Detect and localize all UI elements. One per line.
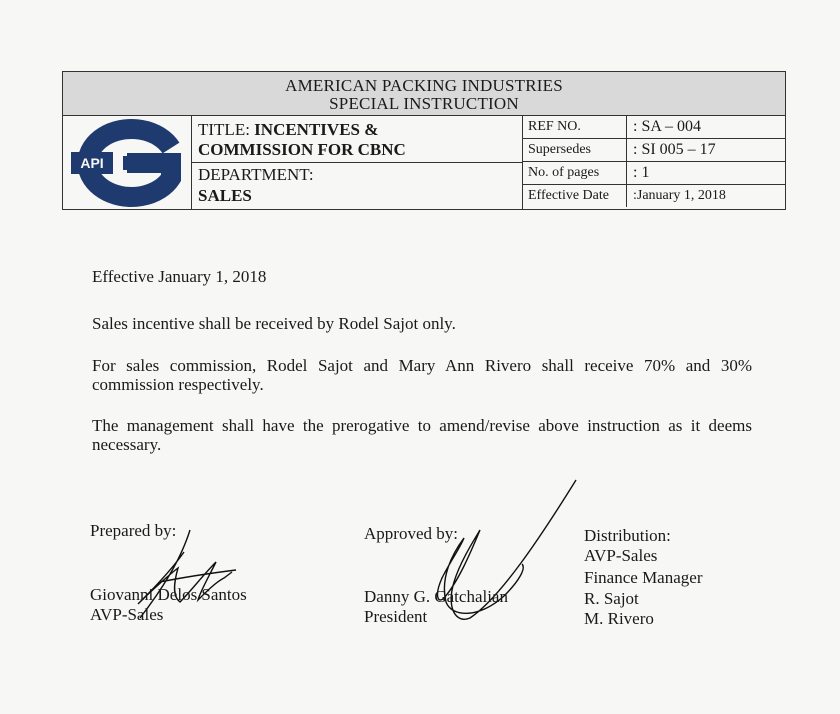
meta-row-ref xyxy=(523,116,785,139)
prepared-title: AVP-Sales xyxy=(90,605,164,624)
meta-value: : SI 005 – 17 xyxy=(633,141,716,158)
prepared-name: Giovanni Delos Santos xyxy=(90,585,247,604)
commission-paragraph: For sales commission, Rodel Sajot and Mary Ann Rivero shall receive 70% and 30% commission respectively. xyxy=(92,356,752,394)
meta-row-effective-date xyxy=(523,185,785,208)
incentive-paragraph: Sales incentive shall be received by Rodel Sajot only. xyxy=(92,314,456,333)
document-header xyxy=(62,71,786,210)
distribution-item: R. Sajot xyxy=(584,589,639,608)
title-value-line2: COMMISSION FOR CBNC xyxy=(198,140,406,159)
meta-value: : SA – 004 xyxy=(633,118,702,135)
title-label: TITLE: xyxy=(198,120,250,139)
distribution-item: M. Rivero xyxy=(584,609,654,628)
header-title xyxy=(63,72,785,116)
document-meta-table xyxy=(523,116,785,209)
department-label: DEPARTMENT: xyxy=(198,165,314,184)
meta-value: : 1 xyxy=(633,164,650,181)
approved-name: Danny G. Gatchalian xyxy=(364,587,508,606)
company-name: AMERICAN PACKING INDUSTRIES xyxy=(285,76,563,95)
meta-value: :January 1, 2018 xyxy=(633,188,726,203)
prepared-label: Prepared by: xyxy=(90,521,177,540)
api-logo-icon xyxy=(63,116,191,209)
document-type: SPECIAL INSTRUCTION xyxy=(329,94,519,113)
meta-key: Effective Date xyxy=(523,185,627,207)
approved-title: President xyxy=(364,607,428,626)
effective-paragraph: Effective January 1, 2018 xyxy=(92,267,267,286)
company-logo xyxy=(63,116,192,209)
meta-key: No. of pages xyxy=(523,162,627,184)
meta-key: Supersedes xyxy=(523,139,627,161)
distribution-item: Finance Manager xyxy=(584,568,703,587)
department-value: SALES xyxy=(198,186,252,205)
meta-row-pages xyxy=(523,162,785,185)
distribution-item: AVP-Sales xyxy=(584,546,658,565)
title-cell xyxy=(192,116,523,209)
logo-text: API xyxy=(80,155,104,171)
meta-row-supersedes xyxy=(523,139,785,162)
approved-label: Approved by: xyxy=(364,524,458,543)
divider xyxy=(192,162,522,163)
document-title xyxy=(198,120,406,160)
title-value-line1: INCENTIVES & xyxy=(254,120,379,139)
distribution-label: Distribution: xyxy=(584,526,671,545)
meta-key: REF NO. xyxy=(523,116,627,138)
management-paragraph: The management shall have the prerogative to amend/revise above instruction as it deems necessary. xyxy=(92,416,752,454)
